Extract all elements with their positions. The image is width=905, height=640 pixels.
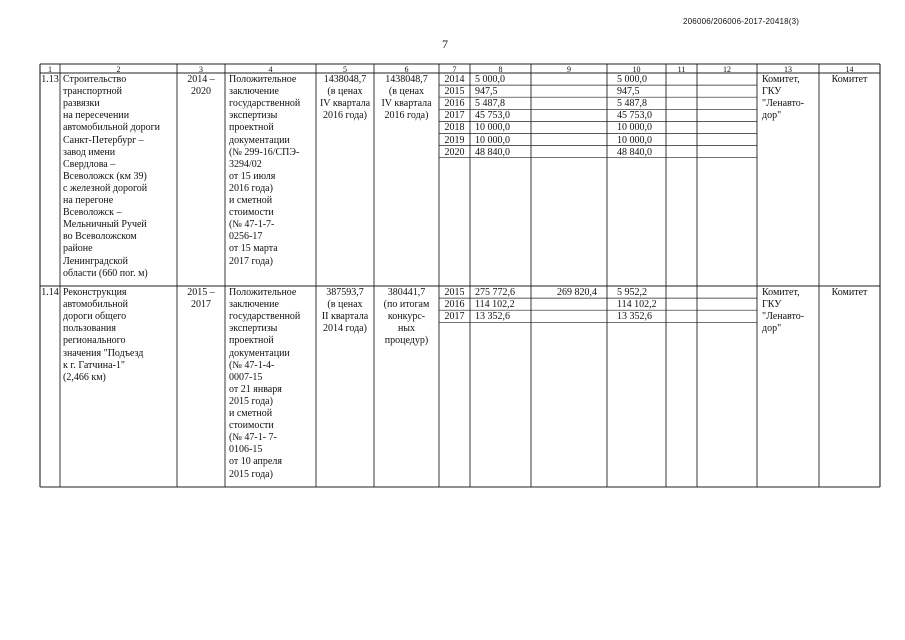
object-name-line: значения "Подъезд xyxy=(63,347,144,359)
basis-document-line: от 15 июля xyxy=(229,170,276,182)
total-amount-cell: 13 352,6 xyxy=(475,311,510,323)
contract-cost-line: IV квартала xyxy=(381,98,432,110)
column-header: 13 xyxy=(784,64,792,74)
object-name-line: Мельничный Ручей xyxy=(63,219,147,231)
object-name-line: развязки xyxy=(63,98,100,110)
basis-document-line: 2015 года) xyxy=(229,395,273,407)
estimated-cost-line: 387593,7 xyxy=(326,287,364,298)
object-name-line: автомобильной xyxy=(63,299,128,311)
total-amount-cell: 275 772,6 xyxy=(475,287,515,298)
column-header: 4 xyxy=(268,64,273,74)
responsible-cell: Комитет xyxy=(831,287,868,298)
year-cell: 2014 xyxy=(444,74,465,85)
customer-line: дор" xyxy=(762,110,782,122)
period-line: 2015 – xyxy=(187,287,215,298)
regional-amount-cell: 48 840,0 xyxy=(617,146,652,158)
basis-document-line: 2015 года) xyxy=(229,468,273,480)
basis-document-line: (№ 299-16/СПЭ- xyxy=(229,146,300,158)
year-cell: 2017 xyxy=(444,110,465,122)
column-header: 5 xyxy=(343,64,347,74)
total-amount-cell: 48 840,0 xyxy=(475,146,510,158)
object-name-line: Санкт-Петербург – xyxy=(63,134,144,146)
basis-document-line: заключение xyxy=(229,299,279,311)
basis-document-line: экспертизы xyxy=(229,323,278,335)
contract-cost-line: конкурс- xyxy=(387,311,426,323)
column-header: 2 xyxy=(116,64,121,74)
regional-amount-cell: 10 000,0 xyxy=(617,134,652,146)
object-name-line: пользования xyxy=(63,323,116,335)
basis-document-line: документации xyxy=(229,134,290,146)
basis-document-line: экспертизы xyxy=(229,110,278,122)
column-header: 7 xyxy=(452,64,457,74)
basis-document-line: 0007-15 xyxy=(229,371,263,383)
basis-document-line: государственной xyxy=(229,311,301,323)
year-cell: 2019 xyxy=(444,134,465,146)
basis-document-line: от 21 января xyxy=(229,383,282,395)
year-cell: 2015 xyxy=(444,287,465,298)
period-line: 2017 xyxy=(191,299,211,311)
contract-cost-line: (по итогам xyxy=(383,299,430,311)
regional-amount-cell: 45 753,0 xyxy=(617,110,652,122)
basis-document-line: (№ 47-1-4- xyxy=(229,359,275,371)
year-cell: 2020 xyxy=(444,146,465,158)
period-line: 2014 – xyxy=(187,74,215,85)
column-header: 11 xyxy=(677,64,686,74)
estimated-cost-line: IV квартала xyxy=(319,98,371,110)
regional-amount-cell: 10 000,0 xyxy=(617,122,652,134)
basis-document-line: 2016 года) xyxy=(229,182,273,194)
object-name-line: Всеволожск – xyxy=(63,207,122,219)
document-id: 206006/206006-2017-20418(3) xyxy=(683,17,800,26)
year-cell: 2015 xyxy=(444,86,465,98)
page-number: 7 xyxy=(442,37,448,51)
customer-line: "Ленавто- xyxy=(762,311,805,323)
regional-amount-cell: 13 352,6 xyxy=(617,311,652,323)
year-cell: 2018 xyxy=(444,122,465,134)
customer-line: Комитет, xyxy=(762,74,800,85)
row-number: 1.13 xyxy=(41,74,59,85)
regional-amount-cell: 5 952,2 xyxy=(617,287,647,298)
object-name-line: Ленинградской xyxy=(63,255,128,267)
object-name-line: на пересечении xyxy=(63,110,130,122)
object-name-line: к г. Гатчина-1" xyxy=(63,359,125,371)
object-name-line: районе xyxy=(63,243,93,255)
total-amount-cell: 947,5 xyxy=(475,86,498,98)
basis-document-line: проектной xyxy=(229,335,274,347)
customer-line: Комитет, xyxy=(762,287,800,298)
contract-cost-line: 380441,7 xyxy=(387,287,426,298)
regional-amount-cell: 5 000,0 xyxy=(617,74,647,85)
object-name-line: транспортной xyxy=(63,86,123,98)
customer-line: дор" xyxy=(762,323,782,335)
regional-amount-cell: 5 487,8 xyxy=(617,98,647,110)
object-name-line: дороги общего xyxy=(63,311,127,323)
basis-document-line: государственной xyxy=(229,98,301,110)
basis-document-line: и сметной xyxy=(229,195,273,206)
column-header: 3 xyxy=(199,64,203,74)
year-cell: 2016 xyxy=(444,299,465,311)
customer-line: ГКУ xyxy=(762,299,782,311)
contract-cost-line: 1438048,7 xyxy=(385,74,428,85)
responsible-cell: Комитет xyxy=(831,74,868,85)
object-name-line: во Всеволожском xyxy=(63,231,137,243)
contract-cost-line: процедур) xyxy=(384,335,429,347)
column-header: 14 xyxy=(845,64,854,74)
row-number: 1.14 xyxy=(41,287,59,298)
contract-cost-line: ных xyxy=(397,323,416,335)
estimated-cost-line: (в ценах xyxy=(327,299,363,311)
basis-document-line: 3294/02 xyxy=(229,158,262,170)
object-name-line: Реконструкция xyxy=(63,287,127,298)
object-name-line: Строительство xyxy=(63,74,127,85)
basis-document-line: документации xyxy=(229,347,290,359)
basis-document-line: и сметной xyxy=(229,408,273,419)
basis-document-line: от 15 марта xyxy=(229,243,278,255)
total-amount-cell: 114 102,2 xyxy=(475,299,515,311)
total-amount-cell: 5 487,8 xyxy=(475,98,505,110)
basis-document-line: 0106-15 xyxy=(229,444,263,456)
regional-amount-cell: 947,5 xyxy=(617,86,640,98)
object-name-line: на перегоне xyxy=(63,195,114,206)
contract-cost-line: 2016 года) xyxy=(384,110,429,122)
column-header: 8 xyxy=(498,64,503,74)
year-cell: 2016 xyxy=(444,98,465,110)
basis-document-line: (№ 47-1-7- xyxy=(229,219,275,231)
customer-line: "Ленавто- xyxy=(762,98,805,110)
customer-line: ГКУ xyxy=(762,86,782,98)
basis-document-line: проектной xyxy=(229,122,274,134)
total-amount-cell: 10 000,0 xyxy=(475,122,510,134)
object-name-line: (2,466 км) xyxy=(63,371,106,383)
estimated-cost-line: II квартала xyxy=(321,311,369,323)
basis-document-line: (№ 47-1- 7- xyxy=(229,432,277,444)
basis-document-line: Положительное xyxy=(229,74,297,85)
year-cell: 2017 xyxy=(444,311,465,323)
column-header: 1 xyxy=(48,64,52,74)
total-amount-cell: 10 000,0 xyxy=(475,134,510,146)
basis-document-line: от 10 апреля xyxy=(229,456,282,468)
basis-document-line: заключение xyxy=(229,86,279,98)
column-header: 10 xyxy=(632,64,641,74)
estimated-cost-line: 1438048,7 xyxy=(323,74,367,85)
object-name-line: регионального xyxy=(63,335,126,347)
object-name-line: с железной дорогой xyxy=(63,182,148,194)
object-name-line: автомобильной дороги xyxy=(63,122,161,134)
total-amount-cell: 5 000,0 xyxy=(475,74,505,85)
total-amount-cell: 45 753,0 xyxy=(475,110,510,122)
object-name-line: Свердлова – xyxy=(63,158,116,170)
basis-document-line: стоимости xyxy=(229,420,274,432)
estimated-cost-line: (в ценах xyxy=(327,86,363,98)
estimated-cost-line: 2016 года) xyxy=(323,110,367,122)
contract-cost-line: (в ценах xyxy=(388,86,425,98)
basis-document-line: 2017 года) xyxy=(229,255,273,267)
estimated-cost-line: 2014 года) xyxy=(323,323,367,335)
object-name-line: Всеволожск (км 39) xyxy=(63,170,147,182)
object-name-line: области (660 пог. м) xyxy=(63,267,148,279)
basis-document-line: 0256-17 xyxy=(229,231,263,243)
column-header: 12 xyxy=(723,64,731,74)
basis-document-line: Положительное xyxy=(229,287,297,298)
basis-document-line: стоимости xyxy=(229,207,274,219)
column-header: 9 xyxy=(567,64,571,74)
period-line: 2020 xyxy=(191,86,211,98)
regional-amount-cell: 114 102,2 xyxy=(617,299,657,311)
federal-amount-cell: 269 820,4 xyxy=(557,287,597,298)
column-header: 6 xyxy=(404,64,409,74)
object-name-line: завод имени xyxy=(63,146,116,158)
